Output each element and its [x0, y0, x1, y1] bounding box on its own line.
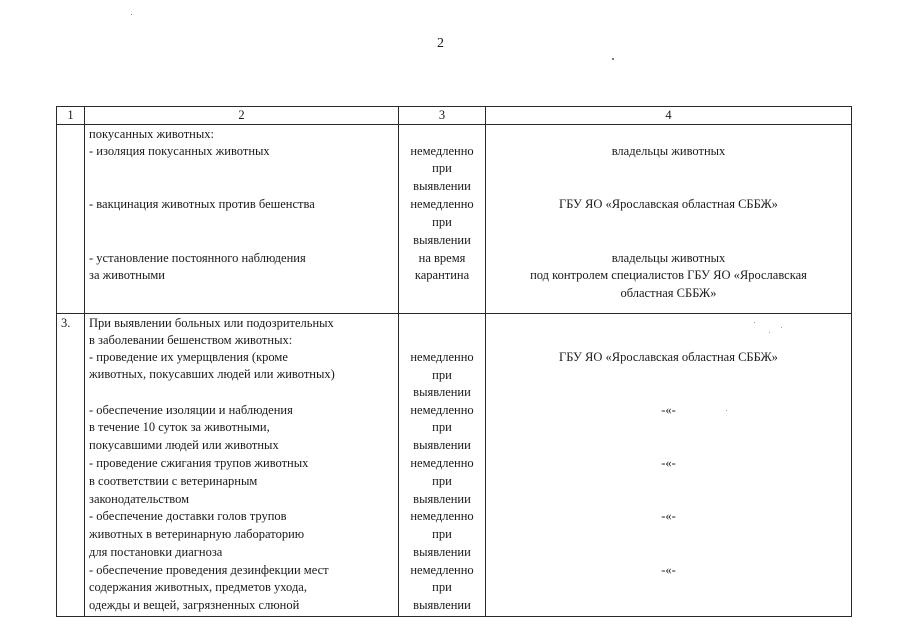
action-line: - изоляция покусанных животных [89, 144, 270, 158]
action-line: - установление постоянного наблюдения [89, 251, 306, 265]
page-number: 2 [437, 36, 444, 51]
timing-line: выявлении [413, 598, 471, 612]
timing-line: на время [418, 251, 466, 265]
action-line: - проведение их умерщвления (кроме [89, 350, 288, 364]
timing-line: выявлении [413, 385, 471, 399]
action-cell [85, 314, 399, 617]
timing-line: выявлении [413, 179, 471, 193]
scan-speck [612, 58, 614, 60]
action-line: в течение 10 суток за животными, [89, 420, 270, 434]
scan-speck [769, 332, 770, 333]
timing-line: выявлении [413, 545, 471, 559]
responsible-line: -«- [661, 456, 676, 470]
row-number-cell [57, 125, 85, 314]
responsible-line: -«- [661, 509, 676, 523]
row-number-cell [57, 314, 85, 617]
responsible-line: областная СББЖ» [620, 286, 717, 300]
timing-line: при [432, 580, 452, 594]
table-row [57, 125, 852, 314]
scan-speck [754, 322, 755, 323]
timing-line: немедленно [410, 456, 474, 470]
scan-speck [781, 327, 782, 328]
table-row [57, 314, 852, 617]
table-header-row [57, 107, 852, 125]
responsible-line: -«- [661, 563, 676, 577]
responsible-line: владельцы животных [611, 144, 726, 158]
timing-line: выявлении [413, 233, 471, 247]
action-cell [85, 125, 399, 314]
action-line: - вакцинация животных против бешенства [89, 197, 315, 211]
responsible-cell [486, 125, 852, 314]
responsible-line: -«- [661, 403, 676, 417]
timing-line: выявлении [413, 492, 471, 506]
timing-line: выявлении [413, 438, 471, 452]
document-table [56, 106, 852, 617]
timing-cell [399, 314, 486, 617]
action-line: покусанных животных: [89, 127, 214, 141]
responsible-cell [486, 314, 852, 617]
action-line: - обеспечение проведения дезинфекции мест [89, 563, 329, 577]
timing-line: при [432, 420, 452, 434]
timing-line: немедленно [410, 403, 474, 417]
column-header: 4 [486, 107, 852, 125]
action-line: животных в ветеринарную лабораторию [89, 527, 305, 541]
timing-line: при [432, 161, 452, 175]
column-header: 3 [399, 107, 486, 125]
timing-line: при [432, 368, 452, 382]
action-line: за животными [89, 268, 165, 282]
timing-line: немедленно [410, 197, 474, 211]
action-line: одежды и вещей, загрязненных слюной [89, 598, 300, 612]
timing-line: немедленно [410, 144, 474, 158]
timing-line: немедленно [410, 563, 474, 577]
action-line: животных, покусавших людей или животных) [89, 367, 335, 381]
responsible-line: ГБУ ЯО «Ярославская областная СББЖ» [559, 197, 778, 211]
timing-line: при [432, 527, 452, 541]
timing-line: карантина [414, 268, 470, 282]
timing-line: при [432, 474, 452, 488]
scan-speck [131, 14, 132, 15]
responsible-line: ГБУ ЯО «Ярославская областная СББЖ» [559, 350, 778, 364]
timing-line: немедленно [410, 350, 474, 364]
column-header: 2 [85, 107, 399, 125]
action-line: покусавшими людей или животных [89, 438, 279, 452]
action-line: в заболевании бешенством животных: [89, 333, 293, 347]
row-number: 3. [61, 316, 71, 330]
responsible-line: под контролем специалистов ГБУ ЯО «Ярославская [530, 268, 807, 282]
timing-line: немедленно [410, 509, 474, 523]
action-line: - обеспечение доставки голов трупов [89, 509, 287, 523]
timing-cell [399, 125, 486, 314]
timing-line: при [432, 215, 452, 229]
action-line: законодательством [89, 492, 190, 506]
action-line: для постановки диагноза [89, 545, 223, 559]
action-line: в соответствии с ветеринарным [89, 474, 258, 488]
action-line: При выявлении больных или подозрительных [89, 316, 334, 330]
column-header: 1 [57, 107, 85, 125]
responsible-line: владельцы животных [611, 251, 726, 265]
action-line: - обеспечение изоляции и наблюдения [89, 403, 293, 417]
action-line: содержания животных, предметов ухода, [89, 580, 307, 594]
action-line: - проведение сжигания трупов животных [89, 456, 309, 470]
